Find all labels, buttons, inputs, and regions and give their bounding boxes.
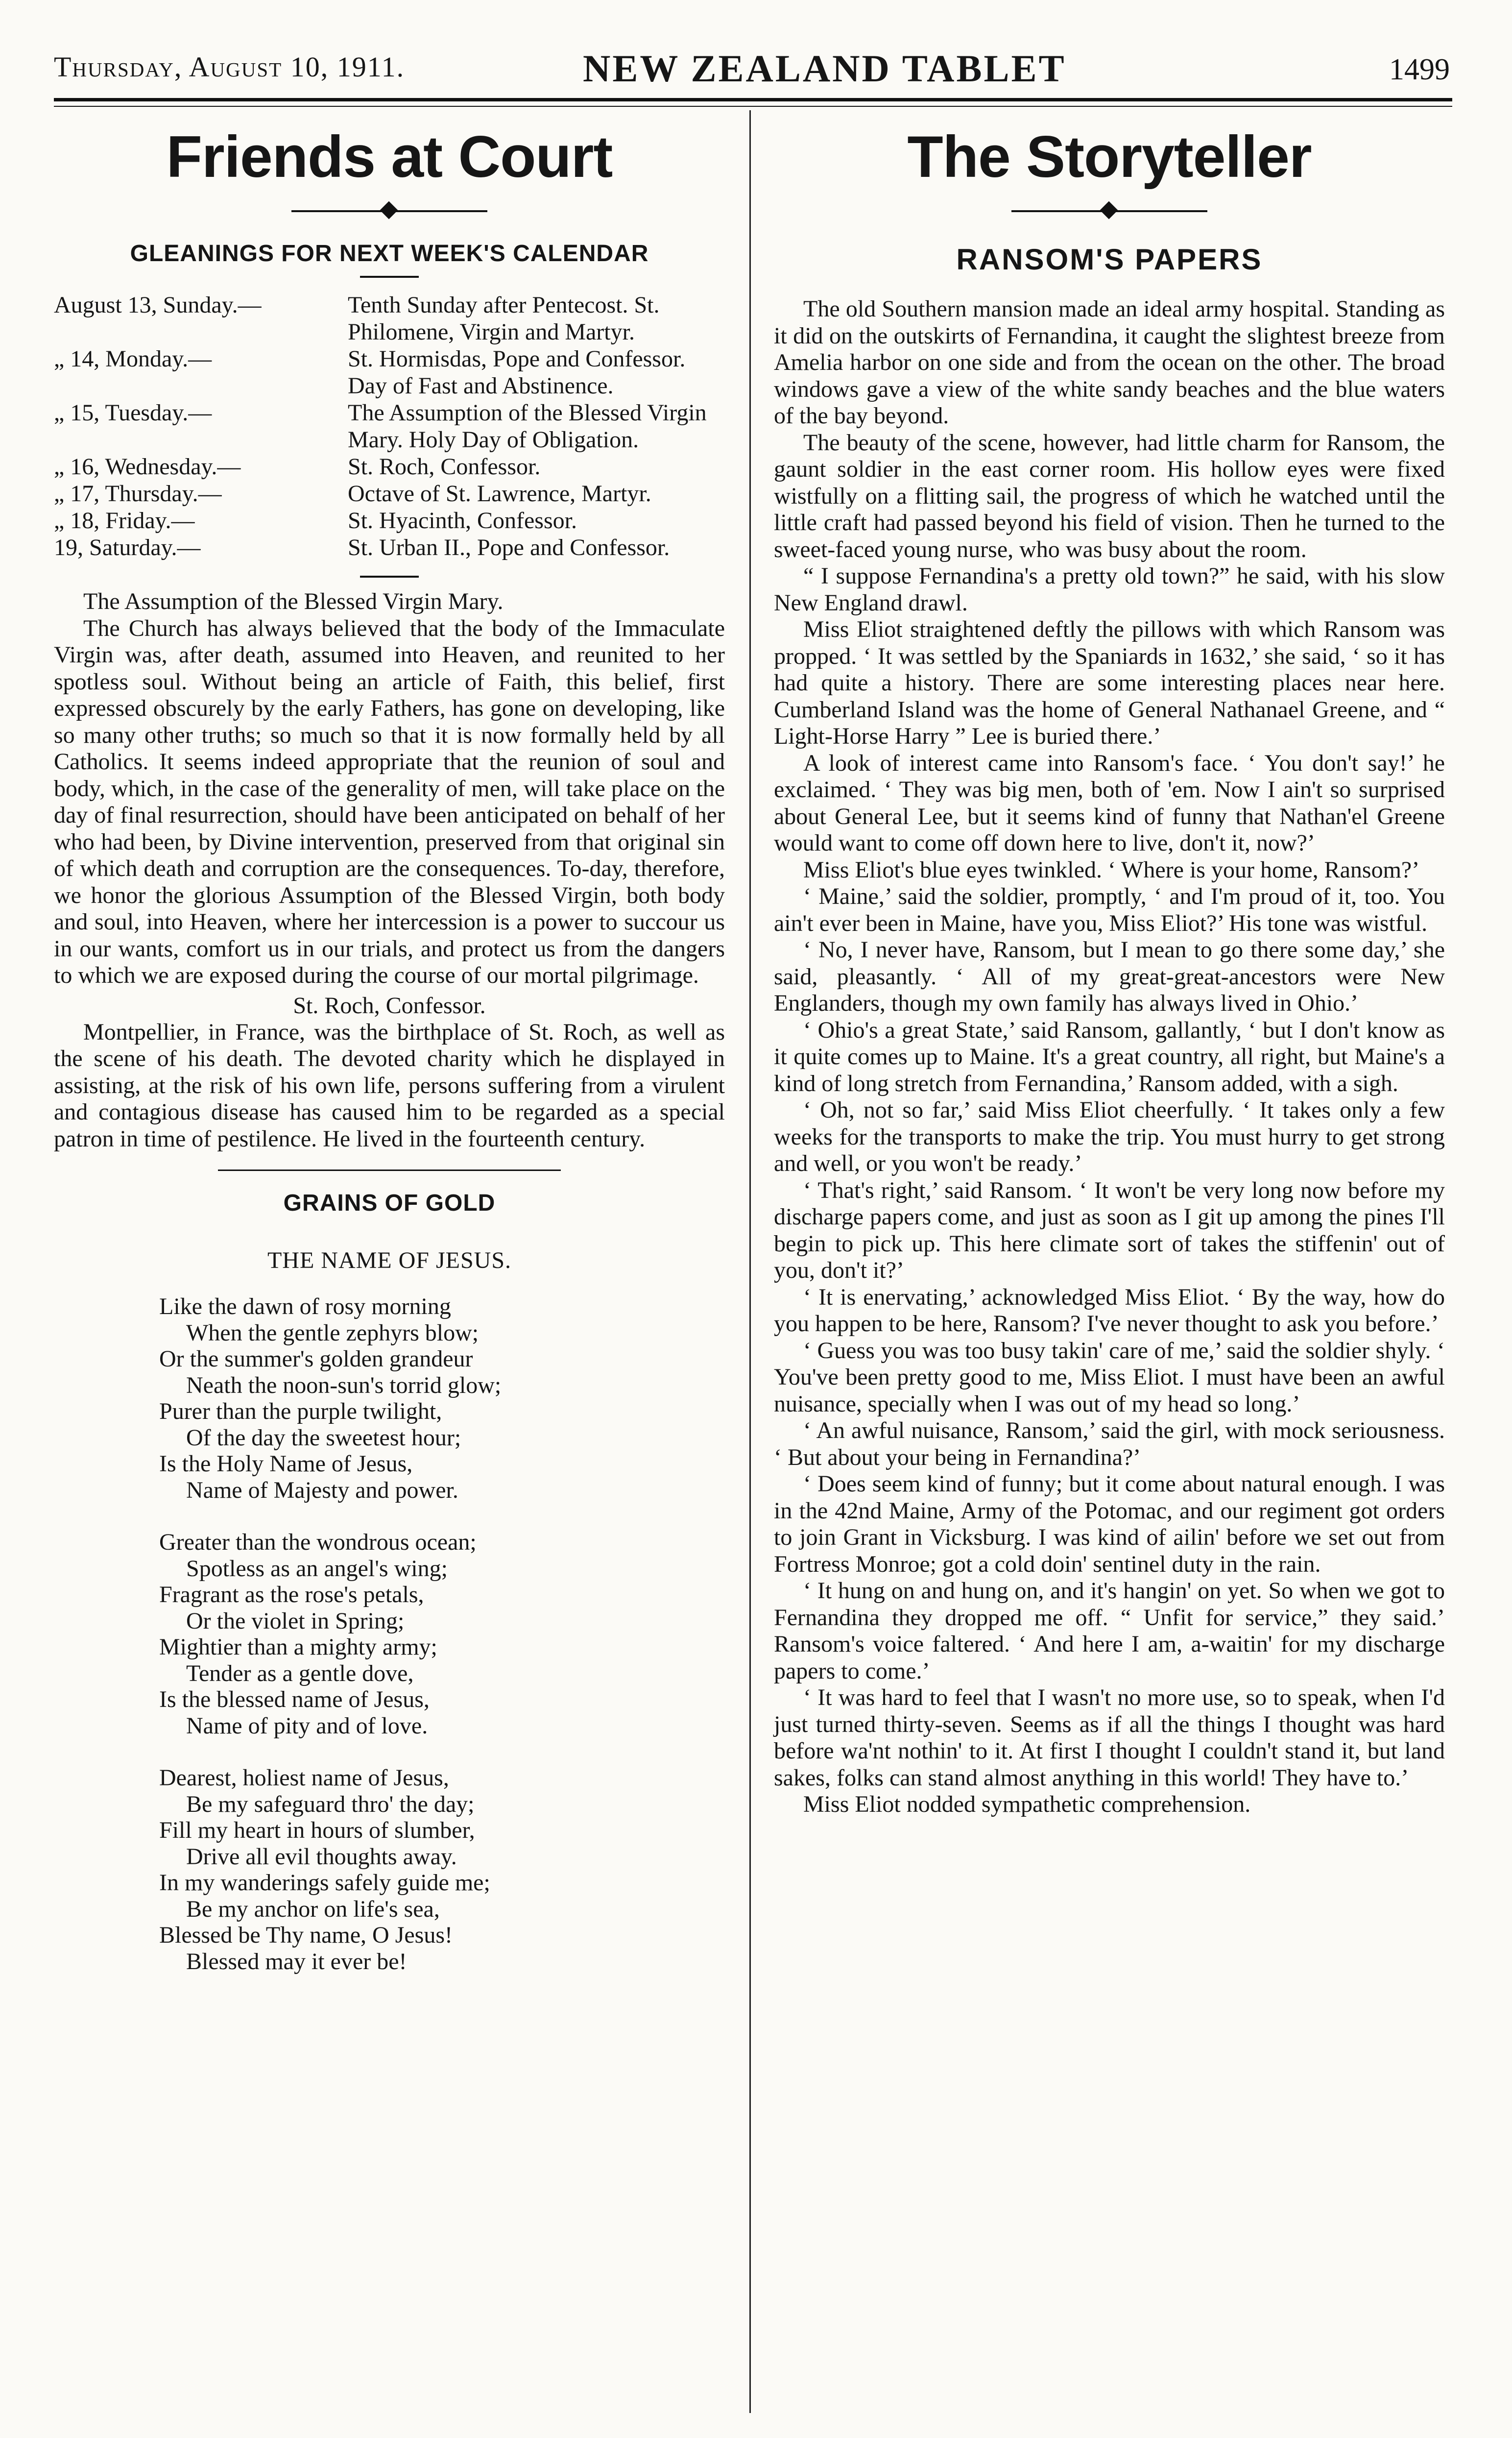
poem-line: Fill my heart in hours of slumber, — [159, 1817, 475, 1843]
story-body — [774, 296, 1445, 1818]
calendar-date: „ 14, Monday.— — [54, 346, 212, 372]
calendar-date: „ 18, Friday.— — [54, 508, 195, 534]
story-paragraph: ‘ Does seem kind of funny; but it come about natural enough. I was in the 42nd Maine, Army of the Potomac, and our regiment got orders to join Grant in Vicksburg. I was kind of ailin' before we set out from Fortress Monroe; got a cold doin' sentinel duty in the rain. — [774, 1471, 1445, 1577]
poem-line: Be my anchor on life's sea, — [186, 1896, 440, 1922]
assumption-heading: The Assumption of the Blessed Virgin Mary. — [83, 588, 504, 614]
calendar-entry — [54, 345, 725, 399]
calendar-entry — [54, 507, 725, 534]
page-number: 1499 — [1389, 53, 1450, 86]
poem-line: Or the summer's golden grandeur — [159, 1346, 473, 1372]
poem-line: Blessed may it ever be! — [186, 1948, 407, 1975]
poem-line: Purer than the purple twilight, — [159, 1398, 442, 1424]
poem-line: Name of Majesty and power. — [186, 1477, 458, 1503]
story-paragraph: Miss Eliot nodded sympathetic comprehension. — [803, 1791, 1251, 1817]
story-paragraph: ‘ Guess you was too busy takin' care of me,’ said the soldier shyly. ‘ You've been pretty good to me, Miss Eliot. I must have been an awful nuisance, specially when I was out of my head so long.’ — [774, 1337, 1445, 1417]
section-title-storyteller: The Storyteller — [907, 124, 1312, 190]
calendar-feast: St. Hyacinth, Confessor. — [348, 508, 577, 534]
story-paragraph: ‘ It was hard to feel that I wasn't no more use, so to speak, when I'd just turned thirty-seven. Seems as if all the things I thought was hard before wa'nt nothin' to it. At first I thought I couldn't stand it, but land sakes, folks can stand almost anything in this world! They have to.’ — [774, 1684, 1445, 1791]
calendar-heading: GLEANINGS FOR NEXT WEEK'S CALENDAR — [130, 241, 649, 267]
calendar-entry — [54, 453, 725, 480]
poem-line: Dearest, holiest name of Jesus, — [159, 1765, 449, 1791]
calendar-feast: St. Hormisdas, Pope and Confessor. Day of Fast and Abstinence. — [348, 346, 686, 399]
masthead-rule-thin — [54, 106, 1452, 107]
story-paragraph: “ I suppose Fernandina's a pretty old town?” he said, with his slow New England drawl. — [774, 563, 1445, 616]
story-paragraph: ‘ That's right,’ said Ransom. ‘ It won't be very long now before my discharge papers come, and just as soon as I git up among the pines I'll begin to pick up. This here climate sort of takes the stiffenin' out of you, don't it?’ — [774, 1177, 1445, 1283]
ornament-divider — [291, 201, 487, 220]
calendar-entry — [54, 292, 725, 345]
short-rule — [360, 576, 419, 578]
poem — [159, 1293, 725, 1975]
poem-line: Tender as a gentle dove, — [186, 1660, 414, 1686]
short-rule — [360, 276, 419, 278]
poem-line: Be my safeguard thro' the day; — [186, 1791, 475, 1817]
assumption-body: The Church has always believed that the body of the Immaculate Virgin was, after death, assumed into Heaven, and reunited to her spotless soul. Without being an article of Faith, this belief, first expressed obscurely by the early Fathers, has gone on developing, like so many other truths; so much so that it is now formally held by all Catholics. It seems indeed appropriate that the reunion of soul and body, which, in the case of the generality of men, will take place on the day of final resurrection, should have been anticipated on behalf of her who had been, by Divine intervention, preserved from that original sin of which death and corruption are the consequences. To-day, therefore, we honor the glorious Assumption of the Blessed Virgin, both body and soul, into Heaven, where her intercession is a power to succour us in our wants, comfort us in our trials, and protect us from the dangers to which we are exposed during the course of our mortal pilgrimage. — [54, 615, 725, 988]
story-paragraph: ‘ No, I never have, Ransom, but I mean to go there some day,’ she said, pleasantly. ‘ All of my great-great-ancestors were New Englanders, though my own family has always lived in Ohio.’ — [774, 937, 1445, 1016]
calendar-feast: Octave of St. Lawrence, Martyr. — [348, 481, 651, 507]
poem-line: Is the Holy Name of Jesus, — [159, 1451, 413, 1477]
calendar-list — [54, 292, 725, 561]
calendar-feast: Tenth Sunday after Pentecost. St. Philomene, Virgin and Martyr. — [348, 292, 660, 345]
calendar-entry — [54, 480, 725, 507]
stanza-gap — [159, 1739, 725, 1765]
calendar-feast: St. Urban II., Pope and Confessor. — [348, 535, 670, 561]
story-paragraph: Miss Eliot straightened deftly the pillows with which Ransom was propped. ‘ It was settled by the Spaniards in 1632,’ she said, ‘ so it has had quite a history. There are some interesting places near here. Cumberland Island was the home of General Nathanael Greene, and “ Light-Horse Harry ” Lee is buried there.’ — [774, 616, 1445, 749]
calendar-date: „ 16, Wednesday.— — [54, 454, 241, 480]
poem-line: Neath the noon-sun's torrid glow; — [186, 1372, 502, 1398]
calendar-date: 19, Saturday.— — [54, 535, 201, 561]
story-paragraph: ‘ An awful nuisance, Ransom,’ said the girl, with mock seriousness. ‘ But about your being in Fernandina?’ — [774, 1417, 1445, 1470]
right-column — [774, 118, 1445, 1818]
story-heading: RANSOM'S PAPERS — [956, 243, 1263, 276]
calendar-entry — [54, 399, 725, 453]
masthead-rule — [54, 98, 1452, 101]
calendar-feast: The Assumption of the Blessed Virgin Mary. Holy Day of Obligation. — [348, 400, 707, 453]
story-paragraph: ‘ Ohio's a great State,’ said Ransom, gallantly, ‘ but I don't know as it quite comes up to Maine. It's a great country, all right, but Maine's a kind of long stretch from Fernandina,’ Ransom added, with a sigh. — [774, 1017, 1445, 1097]
calendar-date: „ 15, Tuesday.— — [54, 400, 212, 426]
poem-line: Like the dawn of rosy morning — [159, 1293, 451, 1319]
calendar-entry — [54, 534, 725, 561]
poem-line: Is the blessed name of Jesus, — [159, 1686, 430, 1712]
masthead — [54, 47, 1450, 100]
section-rule — [218, 1170, 561, 1171]
calendar-feast: St. Roch, Confessor. — [348, 454, 541, 480]
assumption-article — [54, 588, 725, 989]
roch-body: Montpellier, in France, was the birthplace of St. Roch, as well as the scene of his death. The devoted charity which he displayed in assisting, at the risk of his own life, persons suffering from a virulent and contagious disease has caused him to be regarded as a special patron in time of pestilence. He lived in the fourteenth century. — [54, 1019, 725, 1152]
poem-line: In my wanderings safely guide me; — [159, 1870, 490, 1896]
roch-heading: St. Roch, Confessor. — [293, 992, 486, 1019]
stanza-gap — [159, 1503, 725, 1529]
story-paragraph: ‘ Maine,’ said the soldier, promptly, ‘ and I'm proud of it, too. You ain't ever been in Maine, have you, Miss Eliot?’ His tone was wistful. — [774, 883, 1445, 936]
poem-line: Or the violet in Spring; — [186, 1608, 405, 1634]
poem-line: Blessed be Thy name, O Jesus! — [159, 1922, 453, 1948]
roch-article — [54, 1019, 725, 1153]
newspaper-title: NEW ZEALAND TABLET — [583, 47, 1066, 90]
column-divider — [749, 110, 751, 2413]
poem-line: Fragrant as the rose's petals, — [159, 1582, 424, 1608]
poem-line: Mightier than a mighty army; — [159, 1634, 437, 1660]
story-paragraph: The old Southern mansion made an ideal army hospital. Standing as it did on the outskirts of Fernandina, it caught the slightest breeze from Amelia harbor on one side and from the ocean on the other. The broad windows gave a view of the white sandy beaches and the blue waters of the bay beyond. — [774, 296, 1445, 429]
issue-date: Thursday, August 10, 1911. — [54, 51, 405, 83]
grains-of-gold-heading: GRAINS OF GOLD — [283, 1190, 496, 1216]
story-paragraph: A look of interest came into Ransom's face. ‘ You don't say!’ he exclaimed. ‘ They was big men, both of 'em. Now I ain't so surprised about General Lee, but it seems kind of funny that Nathan'el Greene would want to come off down here to live, don't it, now?’ — [774, 750, 1445, 856]
poem-line: Greater than the wondrous ocean; — [159, 1529, 477, 1555]
story-paragraph: ‘ Oh, not so far,’ said Miss Eliot cheerfully. ‘ It takes only a few weeks for the transports to make the trip. You must hurry to get strong and well, or you won't be ready.’ — [774, 1097, 1445, 1176]
section-title-friends-at-court: Friends at Court — [166, 124, 613, 190]
poem-line: Of the day the sweetest hour; — [186, 1424, 461, 1451]
story-paragraph: The beauty of the scene, however, had little charm for Ransom, the gaunt soldier in the east corner room. His hollow eyes were fixed wistfully on a flitting sail, the progress of which he watched until the little craft had passed beyond his field of vision. Then he turned to the sweet-faced young nurse, who was busy about the room. — [774, 429, 1445, 562]
left-column — [54, 118, 725, 1975]
story-paragraph: Miss Eliot's blue eyes twinkled. ‘ Where is your home, Ransom?’ — [803, 856, 1420, 883]
story-paragraph: ‘ It hung on and hung on, and it's hangin' on yet. So when we got to Fernandina they dropped me off. “ Unfit for service,” they said.’ Ransom's voice faltered. ‘ And here I am, a-waitin' for my discharge papers to come.’ — [774, 1578, 1445, 1684]
poem-line: Name of pity and of love. — [186, 1712, 428, 1739]
ornament-divider — [1011, 201, 1207, 220]
calendar-date: „ 17, Thursday.— — [54, 481, 222, 507]
poem-title: THE NAME OF JESUS. — [267, 1247, 512, 1273]
poem-line: Drive all evil thoughts away. — [186, 1843, 457, 1870]
calendar-date: August 13, Sunday.— — [54, 292, 262, 318]
poem-line: When the gentle zephyrs blow; — [186, 1319, 479, 1346]
poem-line: Spotless as an angel's wing; — [186, 1555, 448, 1582]
story-paragraph: ‘ It is enervating,’ acknowledged Miss Eliot. ‘ By the way, how do you happen to be here, Ransom? I've never thought to ask you before.’ — [774, 1284, 1445, 1337]
